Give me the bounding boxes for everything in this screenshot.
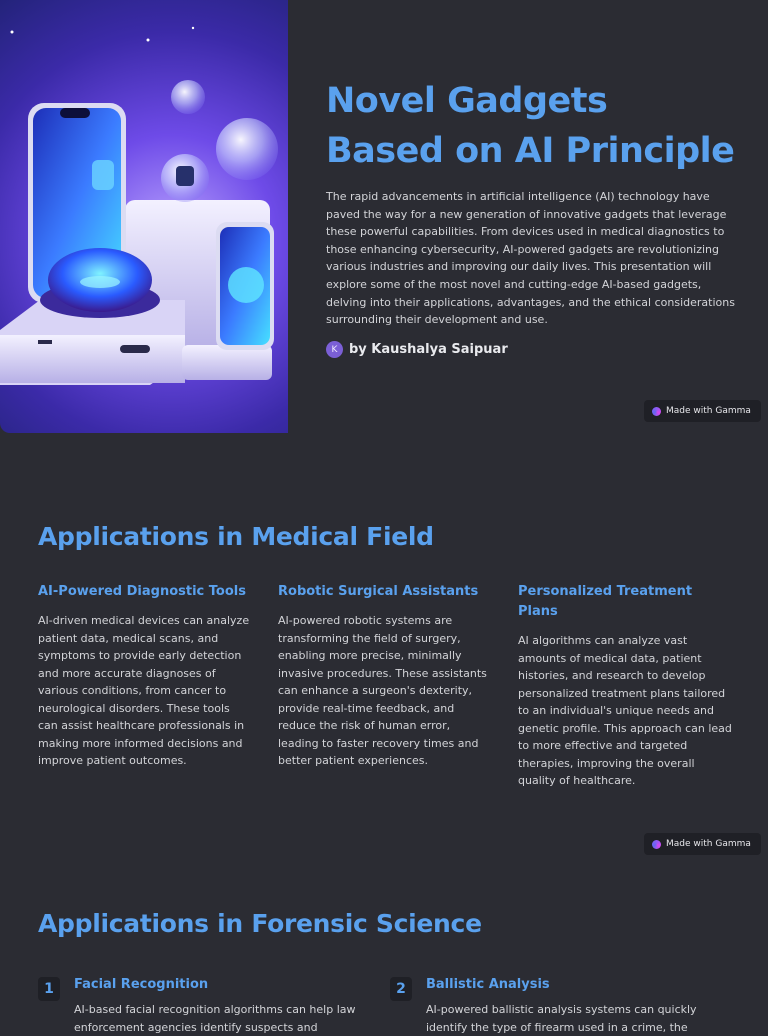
author-name: by Kaushalya Saipuar xyxy=(349,342,508,357)
section-title: Applications in Medical Field xyxy=(38,522,434,551)
step-body: AI-powered ballistic analysis systems can quickly identify the type of firearm used in a crime, the xyxy=(426,1003,697,1034)
step-body: AI-based facial recognition algorithms can help law enforcement agencies identify suspects and xyxy=(74,1003,356,1034)
step-title: Facial Recognition xyxy=(74,977,209,992)
presentation-title: Novel Gadgets Based on AI Principle xyxy=(326,81,735,171)
step-number: 2 xyxy=(390,977,412,1001)
list-item xyxy=(38,975,364,1036)
made-with-gamma-badge[interactable] xyxy=(644,400,761,422)
section-title: Applications in Forensic Science xyxy=(38,909,482,938)
column-title: Personalized Treatment Plans xyxy=(518,584,693,619)
column-robotic-surgical xyxy=(278,582,492,770)
column-body: AI-driven medical devices can analyze patient data, medical scans, and symptoms to provide early detection and more accurate diagnoses of various conditions, from cancer to neurological disorders. These tools can assist healthcare professionals in making more informed decisions and improve patient outcomes. xyxy=(38,614,250,767)
author-byline xyxy=(326,341,508,358)
column-body: AI-powered robotic systems are transforming the field of surgery, enabling more precise, minimally invasive procedures. These assistants can enhance a surgeon's dexterity, provide real-time feedback, and reduce the risk of human error, leading to faster recovery times and better patient experiences. xyxy=(278,614,487,767)
column-title: Robotic Surgical Assistants xyxy=(278,584,479,599)
ai-gadgets-illustration xyxy=(0,0,288,433)
made-with-gamma-badge[interactable] xyxy=(644,833,761,855)
intro-paragraph: The rapid advancements in artificial intelligence (AI) technology have paved the way for a new generation of innovative gadgets that leverage these powerful capabilities. From devices used in medical diagnostics to those enhancing cybersecurity, AI-powered gadgets are revolutionizing various industries and improving our daily lives. This presentation will explore some of the most novel and cutting-edge AI-based gadgets, delving into their applications, advantages, and the ethical considerations surrounding their development and use. xyxy=(326,190,735,327)
badge-label: Made with Gamma xyxy=(666,839,751,849)
gamma-logo-icon xyxy=(652,840,661,849)
title-slide xyxy=(0,0,768,433)
step-number: 1 xyxy=(38,977,60,1001)
column-diagnostic-tools xyxy=(38,582,252,770)
column-personalized-treatment xyxy=(518,582,732,790)
badge-label: Made with Gamma xyxy=(666,406,751,416)
column-title: AI-Powered Diagnostic Tools xyxy=(38,584,246,599)
column-body: AI algorithms can analyze vast amounts of medical data, patient histories, and research to develop personalized treatment plans tailored to an individual's unique needs and genetic profile. This approach can lead to more effective and targeted therapies, improving the overall quality of healthcare. xyxy=(518,634,732,787)
gamma-logo-icon xyxy=(652,407,661,416)
list-item xyxy=(390,975,716,1036)
avatar: K xyxy=(326,341,343,358)
step-title: Ballistic Analysis xyxy=(426,977,550,992)
